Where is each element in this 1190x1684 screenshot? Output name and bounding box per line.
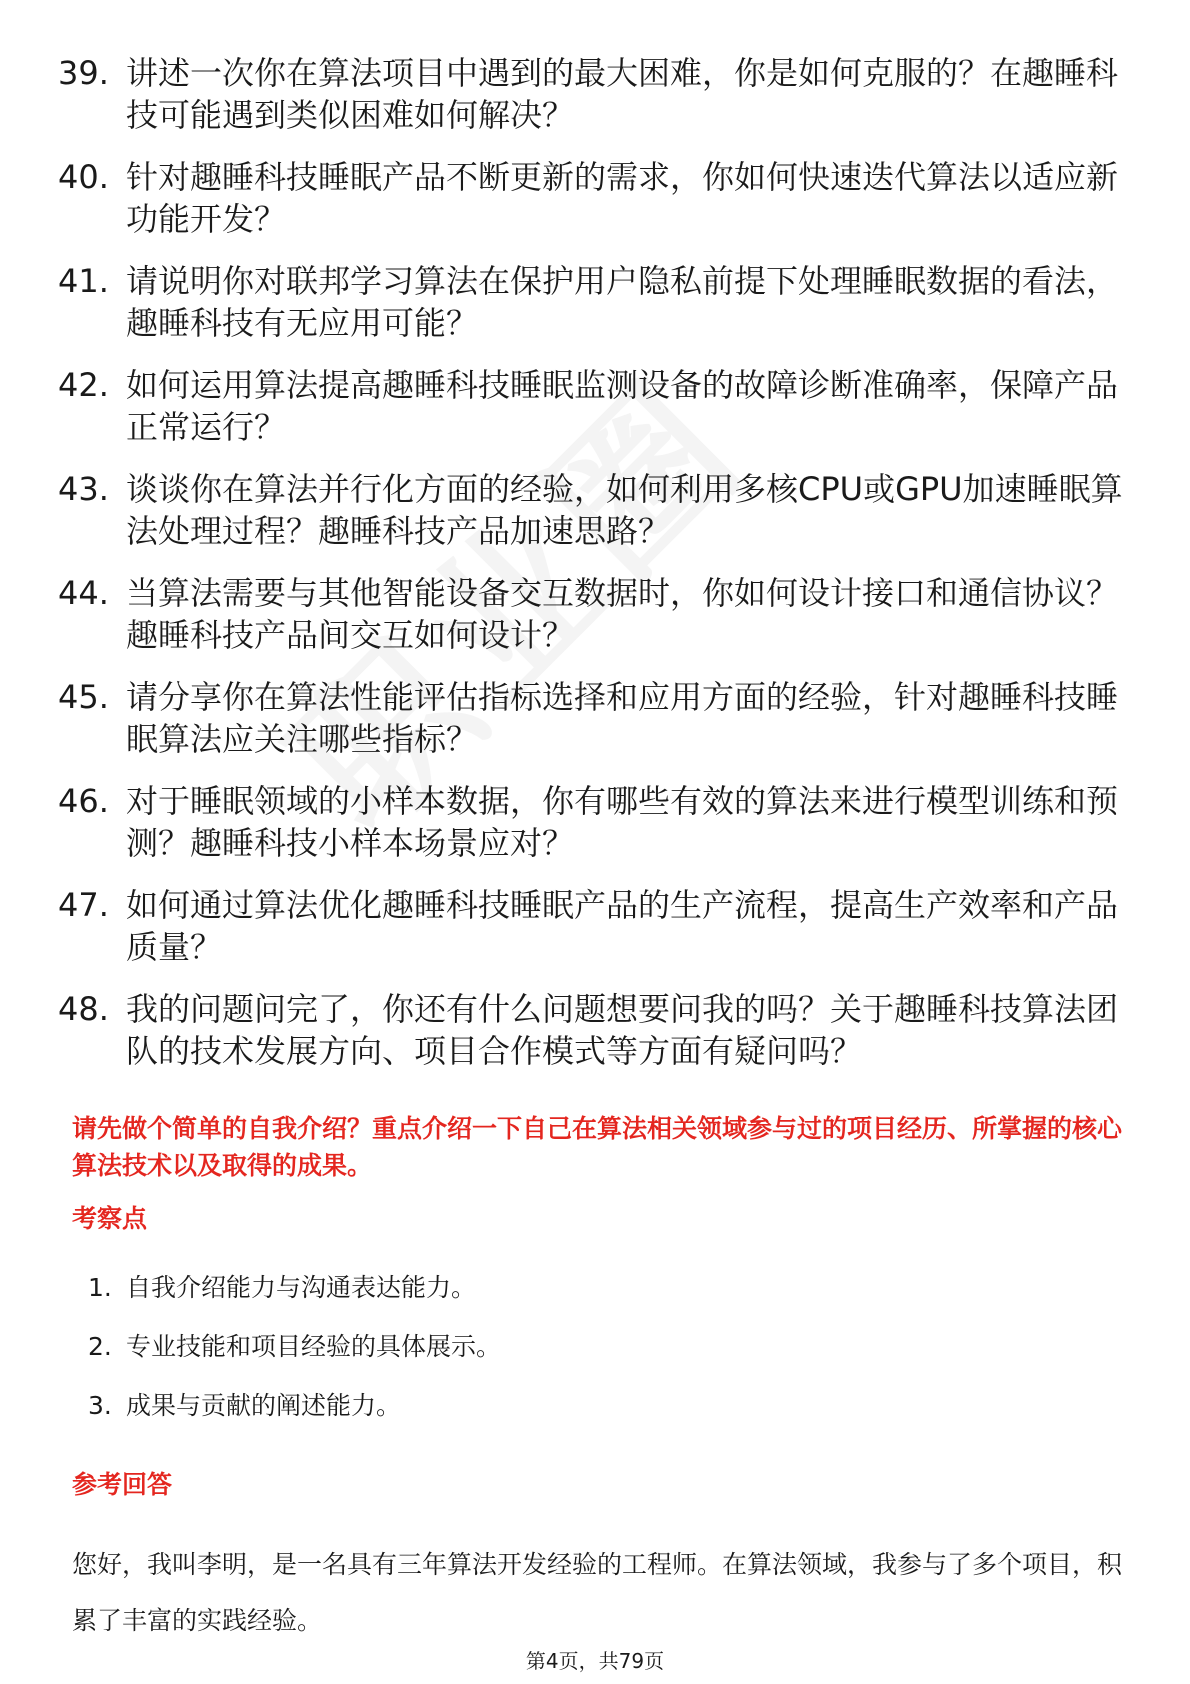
exam-point-number: 1. xyxy=(88,1273,112,1302)
exam-points-list xyxy=(88,1272,501,1449)
exam-point-number: 2. xyxy=(88,1332,112,1361)
exam-point-item xyxy=(88,1390,501,1422)
question-number: 47. xyxy=(58,886,109,924)
question-item xyxy=(58,884,1138,968)
question-item xyxy=(58,260,1138,344)
exam-points-label: 考察点 xyxy=(72,1204,148,1233)
question-text: 当算法需要与其他智能设备交互数据时，你如何设计接口和通信协议？趣睡科技产品间交互如何设计？ xyxy=(126,574,1119,654)
question-list xyxy=(58,52,1138,1092)
question-item xyxy=(58,468,1138,552)
question-text: 请分享你在算法性能评估指标选择和应用方面的经验，针对趣睡科技睡眠算法应关注哪些指标？ xyxy=(126,678,1119,758)
question-number: 40. xyxy=(58,158,109,196)
exam-point-item xyxy=(88,1331,501,1363)
exam-point-number: 3. xyxy=(88,1391,112,1420)
question-number: 48. xyxy=(58,990,109,1028)
exam-point-text: 自我介绍能力与沟通表达能力。 xyxy=(126,1273,477,1302)
question-item xyxy=(58,52,1138,136)
exam-point-item xyxy=(88,1272,501,1304)
question-item xyxy=(58,780,1138,864)
question-text: 我的问题问完了，你还有什么问题想要问我的吗？关于趣睡科技算法团队的技术发展方向、项目合作模式等方面有疑问吗？ xyxy=(126,990,1119,1070)
question-text: 对于睡眠领域的小样本数据，你有哪些有效的算法来进行模型训练和预测？趣睡科技小样本场景应对？ xyxy=(126,782,1119,862)
exam-point-text: 专业技能和项目经验的具体展示。 xyxy=(126,1332,502,1361)
question-text: 讲述一次你在算法项目中遇到的最大困难，你是如何克服的？在趣睡科技可能遇到类似困难如何解决？ xyxy=(126,54,1119,134)
question-number: 44. xyxy=(58,574,109,612)
question-item xyxy=(58,364,1138,448)
question-text: 请说明你对联邦学习算法在保护用户隐私前提下处理睡眠数据的看法，趣睡科技有无应用可能？ xyxy=(126,262,1119,342)
question-number: 45. xyxy=(58,678,109,716)
question-item xyxy=(58,988,1138,1072)
page-footer: 第4页，共79页 xyxy=(525,1649,665,1673)
question-text: 如何通过算法优化趣睡科技睡眠产品的生产流程，提高生产效率和产品质量？ xyxy=(126,886,1119,966)
question-number: 46. xyxy=(58,782,109,820)
question-text: 如何运用算法提高趣睡科技睡眠监测设备的故障诊断准确率，保障产品正常运行？ xyxy=(126,366,1119,446)
reference-answer-label: 参考回答 xyxy=(72,1470,173,1499)
question-item xyxy=(58,156,1138,240)
question-text: 谈谈你在算法并行化方面的经验，如何利用多核CPU或GPU加速睡眠算法处理过程？趣睡科技产品加速思路？ xyxy=(126,470,1123,550)
question-number: 42. xyxy=(58,366,109,404)
question-item xyxy=(58,676,1138,760)
reference-answer-text: 您好，我叫李明，是一名具有三年算法开发经验的工程师。在算法领域，我参与了多个项目，积累了丰富的实践经验。 xyxy=(72,1550,1123,1635)
question-number: 39. xyxy=(58,54,109,92)
question-text: 针对趣睡科技睡眠产品不断更新的需求，你如何快速迭代算法以适应新功能开发？ xyxy=(126,158,1119,238)
question-item xyxy=(58,572,1138,656)
exam-point-text: 成果与贡献的阐述能力。 xyxy=(126,1391,402,1420)
question-number: 41. xyxy=(58,262,109,300)
question-heading: 请先做个简单的自我介绍？重点介绍一下自己在算法相关领域参与过的项目经历、所掌握的核心算法技术以及取得的成果。 xyxy=(72,1114,1123,1180)
question-number: 43. xyxy=(58,470,109,508)
